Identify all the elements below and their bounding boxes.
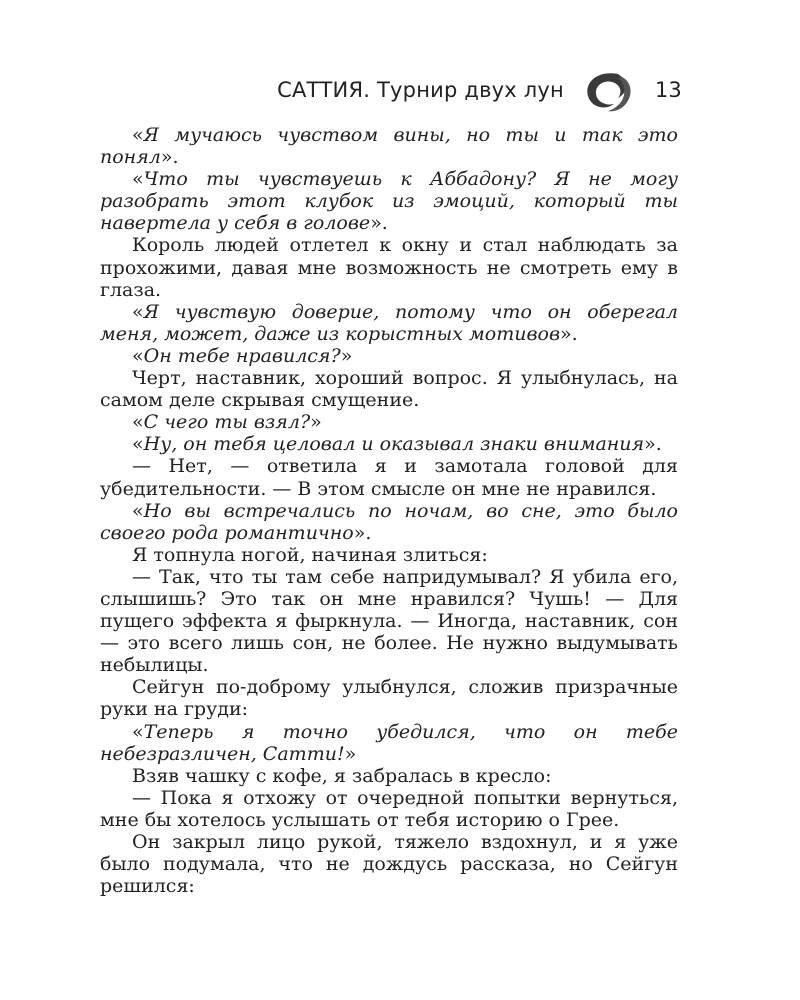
text-run: ». bbox=[644, 433, 662, 456]
paragraph bbox=[100, 566, 678, 676]
page-number: 13 bbox=[655, 78, 682, 102]
text-run: — Пока я отхожу от очередной попытки вернуться, мне бы хотелось услышать от тебя историю о Грее. bbox=[100, 786, 678, 831]
paragraph bbox=[100, 168, 678, 234]
paragraph bbox=[100, 234, 678, 300]
text-run: « bbox=[132, 433, 144, 456]
text-run: ». bbox=[160, 146, 179, 169]
running-header bbox=[0, 66, 800, 116]
paragraph bbox=[100, 455, 678, 499]
italic-text: Что ты чувствуешь к Аббадону? Я не могу разобрать этот клубок из эмоций, который ты навертела у себя в голове bbox=[100, 168, 678, 235]
paragraph bbox=[100, 500, 678, 544]
paragraph bbox=[100, 433, 678, 455]
text-run: « bbox=[132, 344, 144, 367]
text-run: » bbox=[310, 411, 322, 434]
paragraph bbox=[100, 831, 678, 897]
running-header-title: САТТИЯ. Турнир двух лун bbox=[277, 78, 564, 102]
swirl-logo-icon bbox=[578, 68, 638, 114]
text-run: ». bbox=[370, 212, 388, 235]
text-run: Взяв чашку с кофе, я забралась в кресло: bbox=[132, 764, 552, 787]
italic-text: Ну, он тебя целовал и оказывал знаки внимания bbox=[143, 433, 645, 456]
paragraph bbox=[100, 544, 678, 566]
italic-text: Он тебе нравился? bbox=[143, 344, 341, 367]
italic-text: Я чувствую доверие, потому что он оберегал меня, может, даже из корыстных мотивов bbox=[100, 300, 678, 345]
paragraph bbox=[100, 124, 678, 168]
paragraph bbox=[100, 411, 678, 433]
text-run: « bbox=[132, 124, 144, 146]
text-run: » bbox=[344, 742, 357, 765]
text-run: ». bbox=[560, 322, 578, 345]
text-run: « bbox=[132, 720, 144, 743]
text-run: — Так, что ты там себе напридумывал? Я убила его, слышишь? Это так он мне нравился? Чушь! — Для пущего эффекта я фыркнула. — Иногда, наставник, сон — это всего лишь сон, не более. Не нужно выдумывать небылицы. bbox=[100, 565, 678, 677]
paragraph bbox=[100, 345, 678, 367]
paragraph bbox=[100, 721, 678, 765]
text-run: « bbox=[132, 168, 144, 191]
paragraph bbox=[100, 787, 678, 831]
italic-text: Я мучаюсь чувством вины, но ты и так это понял bbox=[100, 124, 678, 169]
body-text bbox=[100, 124, 678, 897]
text-run: Он закрыл лицо рукой, тяжело вздохнул, и я уже было подумала, что не дождусь рассказа, но Сейгун решился: bbox=[100, 831, 678, 898]
italic-text: Но вы встречались по ночам, во сне, это было своего рода романтично bbox=[100, 499, 678, 544]
paragraph bbox=[100, 367, 678, 411]
text-run: « bbox=[132, 411, 144, 434]
text-run: » bbox=[340, 344, 353, 367]
italic-text: Теперь я точно убедился, что он тебе небезразличен, Сатти! bbox=[100, 720, 678, 765]
text-run: Сейгун по-доброму улыбнулся, сложив призрачные руки на груди: bbox=[100, 676, 678, 721]
text-run: « bbox=[132, 499, 144, 522]
italic-text: С чего ты взял? bbox=[143, 411, 311, 434]
paragraph bbox=[100, 765, 678, 787]
paragraph bbox=[100, 301, 678, 345]
text-run: Черт, наставник, хороший вопрос. Я улыбнулась, на самом деле скрывая смущение. bbox=[100, 367, 678, 412]
text-run: Я топнула ногой, начиная злиться: bbox=[132, 543, 488, 566]
text-run: ». bbox=[353, 521, 372, 544]
text-run: « bbox=[132, 300, 144, 323]
text-run: — Нет, — ответила я и замотала головой для убедительности. — В этом смысле он мне не нравился. bbox=[100, 455, 678, 500]
paragraph bbox=[100, 676, 678, 720]
text-run: Король людей отлетел к окну и стал наблюдать за прохожими, давая мне возможность не смотреть ему в глаза. bbox=[100, 234, 678, 301]
